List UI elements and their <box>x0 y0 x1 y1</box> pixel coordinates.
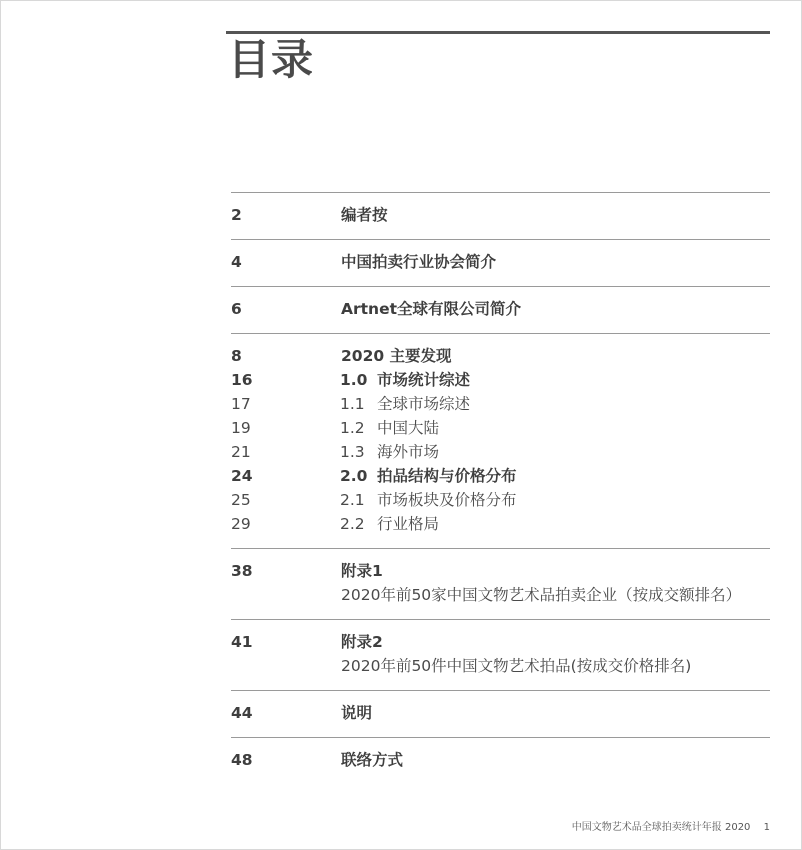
toc-entry-title: 中国大陆 <box>377 419 440 437</box>
toc-entry[interactable] <box>231 203 770 227</box>
toc-section-number: 1.2 <box>340 419 365 437</box>
footer-page-number: 1 <box>763 822 770 833</box>
toc-entry[interactable] <box>231 512 770 536</box>
toc-entry-title: 中国拍卖行业协会简介 <box>341 253 497 271</box>
toc-entry-title: 联络方式 <box>341 751 404 769</box>
toc-section <box>231 619 770 690</box>
toc-entry-title: Artnet全球有限公司简介 <box>341 300 522 318</box>
toc-entry-title: 说明 <box>341 704 373 722</box>
toc-entry-title: 行业格局 <box>377 515 440 533</box>
toc-section <box>231 548 770 619</box>
toc-entry-title: 2020 主要发现 <box>341 347 452 365</box>
toc-section <box>231 192 770 239</box>
toc-section <box>231 286 770 333</box>
toc-entry-title: 2020年前50家中国文物艺术品拍卖企业（按成交额排名） <box>341 586 742 604</box>
toc-entry-title: 编者按 <box>341 206 388 224</box>
toc-page-number: 21 <box>231 443 251 461</box>
table-of-contents <box>231 192 770 784</box>
toc-page-number: 2 <box>231 206 242 224</box>
toc-entry-title: 全球市场综述 <box>377 395 471 413</box>
toc-entry-title: 附录2 <box>341 633 383 651</box>
toc-page-number: 4 <box>231 253 242 271</box>
toc-entry[interactable] <box>231 583 770 607</box>
toc-entry-title: 市场板块及价格分布 <box>377 491 517 509</box>
toc-entry-title: 附录1 <box>341 562 383 580</box>
toc-page-number: 44 <box>231 704 253 722</box>
toc-section-number: 1.3 <box>340 443 365 461</box>
toc-entry-title: 市场统计综述 <box>377 371 471 389</box>
toc-entry[interactable] <box>231 488 770 512</box>
toc-entry-title: 拍品结构与价格分布 <box>377 467 517 485</box>
toc-page-number: 8 <box>231 347 242 365</box>
toc-section <box>231 239 770 286</box>
toc-entry[interactable] <box>231 250 770 274</box>
toc-page-number: 48 <box>231 751 253 769</box>
toc-page-number: 41 <box>231 633 253 651</box>
toc-section-number: 1.0 <box>340 371 368 389</box>
footer-running-title: 中国文物艺术品全球拍卖统计年报 2020 <box>571 822 751 833</box>
toc-entry[interactable] <box>231 440 770 464</box>
toc-entry[interactable] <box>231 297 770 321</box>
toc-entry[interactable] <box>231 701 770 725</box>
toc-section-number: 2.0 <box>340 467 368 485</box>
page-title: 目录 <box>228 35 315 84</box>
toc-entry[interactable] <box>231 559 770 583</box>
toc-page-number: 25 <box>231 491 251 509</box>
toc-page-number: 16 <box>231 371 253 389</box>
toc-section <box>231 333 770 548</box>
toc-page-number: 6 <box>231 300 242 318</box>
toc-page-number: 24 <box>231 467 253 485</box>
toc-entry-title: 海外市场 <box>377 443 440 461</box>
toc-entry[interactable] <box>231 630 770 654</box>
toc-section-number: 1.1 <box>340 395 365 413</box>
toc-page-number: 17 <box>231 395 251 413</box>
toc-entry[interactable] <box>231 416 770 440</box>
toc-entry[interactable] <box>231 748 770 772</box>
toc-page-number: 19 <box>231 419 251 437</box>
toc-entry[interactable] <box>231 392 770 416</box>
toc-page-number: 38 <box>231 562 253 580</box>
toc-entry-title: 2020年前50件中国文物艺术拍品(按成交价格排名) <box>341 657 692 675</box>
toc-entry[interactable] <box>231 368 770 392</box>
toc-entry[interactable] <box>231 654 770 678</box>
toc-section-number: 2.1 <box>340 491 365 509</box>
toc-page-number: 29 <box>231 515 251 533</box>
toc-section <box>231 690 770 737</box>
toc-section <box>231 737 770 784</box>
toc-entry[interactable] <box>231 344 770 368</box>
toc-entry[interactable] <box>231 464 770 488</box>
toc-section-number: 2.2 <box>340 515 365 533</box>
page-footer <box>572 818 770 833</box>
